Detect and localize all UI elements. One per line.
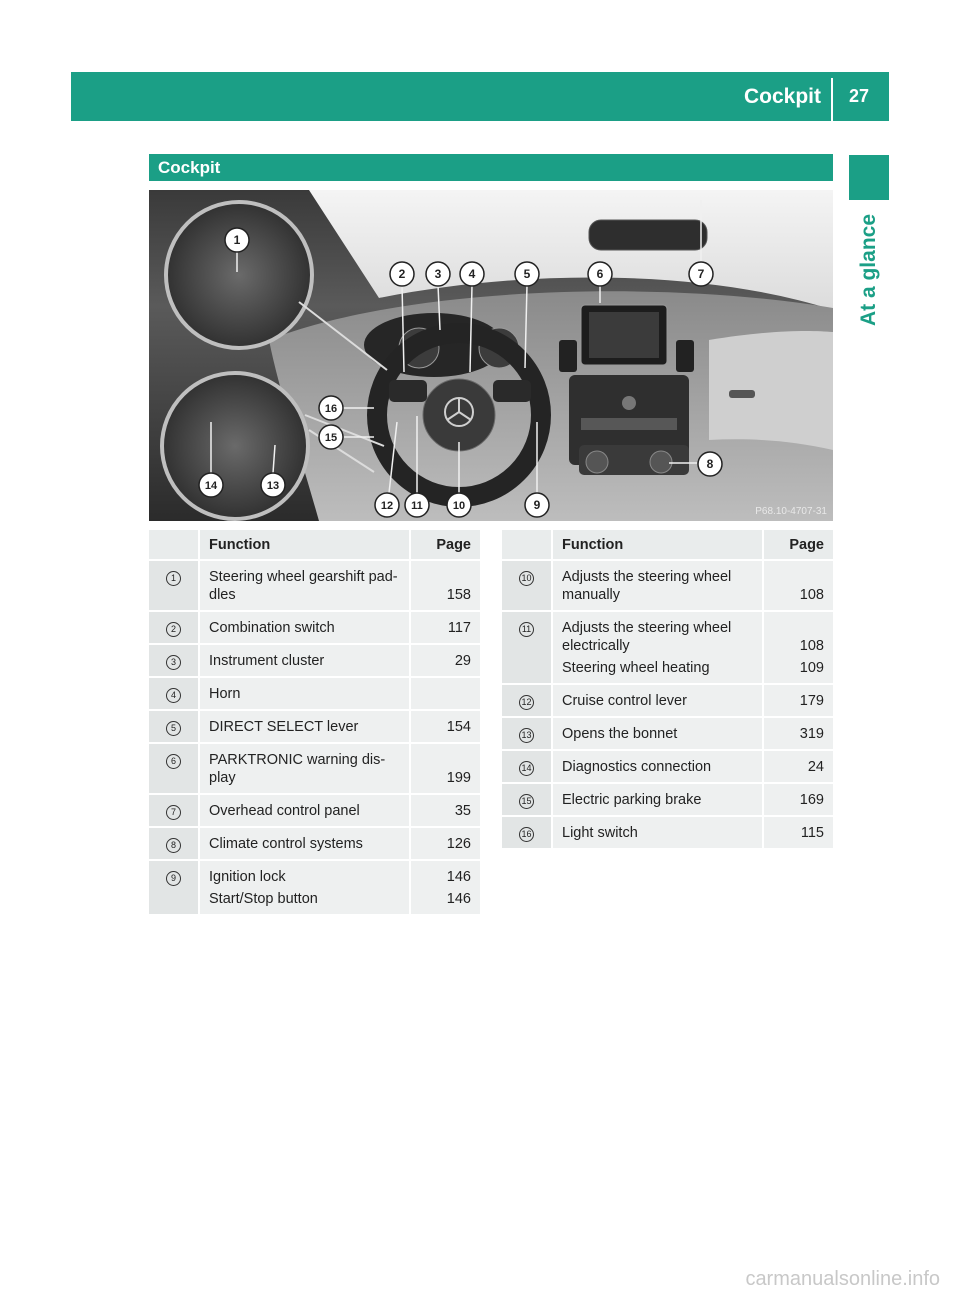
item-number-badge: 5 bbox=[166, 721, 181, 736]
function-table-right bbox=[502, 530, 833, 850]
callout-12 bbox=[375, 493, 399, 517]
page-reference: 199 bbox=[446, 770, 471, 786]
header-title: Cockpit bbox=[743, 85, 821, 108]
table-row bbox=[502, 612, 833, 685]
callout-14 bbox=[199, 473, 223, 497]
svg-text:12: 12 bbox=[380, 500, 394, 512]
item-number-badge: 11 bbox=[519, 622, 534, 637]
function-text: dles bbox=[209, 587, 236, 603]
item-number-badge: 3 bbox=[166, 655, 181, 670]
cockpit-figure bbox=[149, 190, 833, 521]
callout-3 bbox=[426, 262, 450, 286]
svg-text:1: 1 bbox=[233, 233, 241, 247]
function-table-left bbox=[149, 530, 480, 916]
table-row bbox=[149, 612, 480, 645]
table-row bbox=[149, 861, 480, 916]
callout-7 bbox=[689, 262, 713, 286]
table-row bbox=[502, 685, 833, 718]
function-text: Opens the bonnet bbox=[562, 726, 678, 742]
item-number-badge: 13 bbox=[519, 728, 534, 743]
page-reference: 115 bbox=[800, 825, 824, 841]
svg-text:2: 2 bbox=[398, 267, 406, 281]
table-row bbox=[502, 561, 833, 612]
table-row bbox=[149, 645, 480, 678]
callout-11 bbox=[405, 493, 429, 517]
item-number-badge: 10 bbox=[519, 571, 534, 586]
callout-1 bbox=[225, 228, 249, 252]
table-row bbox=[502, 751, 833, 784]
column-header-page: Page bbox=[764, 530, 833, 561]
callout-6 bbox=[588, 262, 612, 286]
callout-4 bbox=[460, 262, 484, 286]
function-text: Instrument cluster bbox=[209, 653, 325, 669]
item-number-badge: 16 bbox=[519, 827, 534, 842]
function-text: Ignition lock bbox=[209, 869, 286, 885]
callout-15 bbox=[319, 425, 343, 449]
function-text: Adjusts the steering wheel bbox=[562, 569, 732, 585]
page-reference: 108 bbox=[799, 587, 824, 603]
callout-2 bbox=[390, 262, 414, 286]
page-reference: 169 bbox=[799, 792, 824, 808]
svg-text:4: 4 bbox=[468, 267, 476, 281]
page-reference: 109 bbox=[799, 660, 824, 676]
page-reference: 319 bbox=[799, 726, 824, 742]
page-header bbox=[71, 72, 889, 121]
page-reference: 179 bbox=[799, 693, 824, 709]
table-row bbox=[149, 795, 480, 828]
svg-text:13: 13 bbox=[266, 480, 280, 492]
function-text: DIRECT SELECT lever bbox=[209, 719, 359, 735]
svg-text:15: 15 bbox=[324, 432, 338, 444]
header-divider bbox=[831, 78, 833, 121]
page-reference: 126 bbox=[446, 836, 471, 852]
function-text: Electric parking brake bbox=[562, 792, 702, 808]
page-reference: 29 bbox=[454, 653, 471, 669]
function-text: Overhead control panel bbox=[209, 803, 360, 819]
function-text: play bbox=[209, 770, 236, 786]
item-number-badge: 4 bbox=[166, 688, 181, 703]
function-text: Adjusts the steering wheel bbox=[562, 620, 732, 636]
column-header-page: Page bbox=[411, 530, 480, 561]
item-number-badge: 9 bbox=[166, 871, 181, 886]
callout-9 bbox=[525, 493, 549, 517]
svg-text:11: 11 bbox=[411, 500, 423, 512]
function-text: Climate control systems bbox=[209, 836, 363, 852]
function-text: Start/Stop button bbox=[209, 891, 318, 907]
function-text: Cruise control lever bbox=[562, 693, 687, 709]
table-row bbox=[149, 744, 480, 795]
page-reference: 117 bbox=[447, 620, 471, 636]
item-number-badge: 14 bbox=[519, 761, 534, 776]
section-title: Cockpit bbox=[158, 158, 221, 177]
item-number-badge: 12 bbox=[519, 695, 534, 710]
svg-text:14: 14 bbox=[204, 480, 218, 492]
side-tab bbox=[849, 155, 889, 200]
svg-text:6: 6 bbox=[596, 267, 604, 281]
callout-5 bbox=[515, 262, 539, 286]
item-number-badge: 8 bbox=[166, 838, 181, 853]
function-text: PARKTRONIC warning dis- bbox=[209, 752, 386, 768]
page-reference: 158 bbox=[446, 587, 471, 603]
table-row bbox=[502, 817, 833, 850]
page-reference: 24 bbox=[807, 759, 824, 775]
section-header bbox=[149, 154, 833, 181]
function-text: Steering wheel heating bbox=[562, 660, 710, 676]
table-row bbox=[149, 828, 480, 861]
page-reference: 35 bbox=[454, 803, 471, 819]
callout-16 bbox=[319, 396, 343, 420]
item-number-badge: 6 bbox=[166, 754, 181, 769]
table-row bbox=[149, 711, 480, 744]
svg-text:16: 16 bbox=[324, 403, 338, 415]
page-reference: 108 bbox=[799, 638, 824, 654]
watermark: carmanualsonline.info bbox=[745, 1268, 940, 1290]
function-text: manually bbox=[562, 587, 621, 603]
function-text: Light switch bbox=[562, 825, 638, 841]
page-reference: 154 bbox=[446, 719, 471, 735]
function-text: Diagnostics connection bbox=[562, 759, 712, 775]
table-row bbox=[502, 784, 833, 817]
item-number-badge: 7 bbox=[166, 805, 181, 820]
function-text: electrically bbox=[562, 638, 630, 654]
page-reference: 146 bbox=[446, 891, 471, 907]
item-number-badge: 15 bbox=[519, 794, 534, 809]
svg-text:8: 8 bbox=[706, 457, 714, 471]
svg-text:7: 7 bbox=[697, 267, 705, 281]
svg-text:3: 3 bbox=[434, 267, 442, 281]
function-text: Horn bbox=[209, 686, 241, 702]
svg-text:5: 5 bbox=[523, 267, 531, 281]
function-text: Steering wheel gearshift pad- bbox=[209, 569, 398, 585]
svg-text:10: 10 bbox=[452, 500, 466, 512]
table-row bbox=[502, 718, 833, 751]
table-row bbox=[149, 561, 480, 612]
column-header-function: Function bbox=[200, 530, 411, 561]
callout-10 bbox=[447, 493, 471, 517]
svg-text:9: 9 bbox=[533, 498, 541, 512]
table-row bbox=[149, 678, 480, 711]
page-number: 27 bbox=[848, 86, 869, 106]
callout-13 bbox=[261, 473, 285, 497]
column-header-function: Function bbox=[553, 530, 764, 561]
side-tab-label: At a glance bbox=[857, 213, 880, 327]
function-text: Combination switch bbox=[209, 620, 335, 636]
page-reference: 146 bbox=[446, 869, 471, 885]
item-number-badge: 2 bbox=[166, 622, 181, 637]
callout-8 bbox=[698, 452, 722, 476]
item-number-badge: 1 bbox=[166, 571, 181, 586]
figure-code: P68.10-4707-31 bbox=[755, 506, 827, 517]
